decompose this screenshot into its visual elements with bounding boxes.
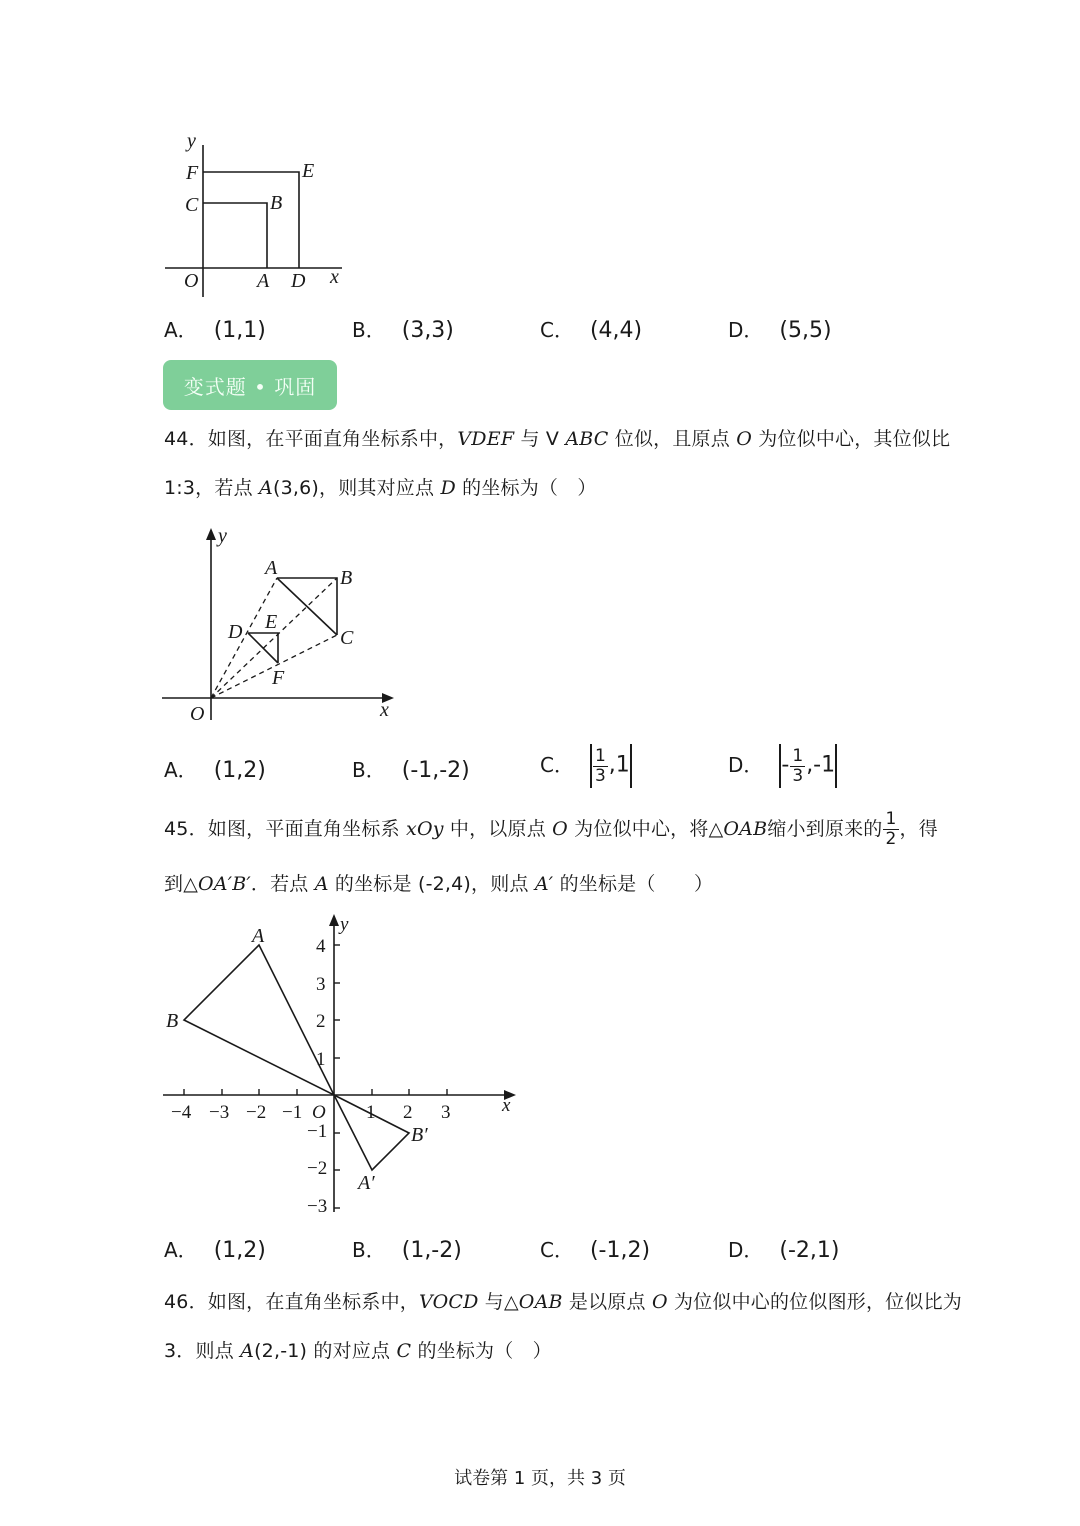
q45-xtick--1: −1 — [282, 1102, 303, 1123]
q46-math: C — [396, 1340, 412, 1362]
q44-label-a: A — [265, 557, 278, 579]
option-value-tail: ,-1 — [806, 752, 836, 778]
page-footer: 试卷第 1 页，共 3 页 — [454, 1468, 626, 1489]
q44-option-d[interactable] — [728, 744, 837, 788]
q43-option-c[interactable] — [540, 314, 642, 343]
option-value: (-1,2) — [589, 1238, 651, 1263]
q43-option-a[interactable] — [164, 314, 266, 343]
q46-text: 与△ — [478, 1291, 519, 1313]
numerator: 1 — [594, 745, 606, 766]
q45-xtick-2: 2 — [403, 1102, 413, 1123]
q45-xtick--3: −3 — [209, 1102, 230, 1123]
q44-line-1 — [164, 424, 950, 451]
q43-label-f: F — [186, 162, 199, 184]
q44-text: 的坐标为（ ） — [455, 477, 597, 499]
q45-ytick-4: 4 — [316, 936, 326, 957]
q45-ytick-2: 2 — [316, 1011, 326, 1032]
q45-text: 的坐标是（ ） — [553, 873, 714, 895]
abs-bar-right — [835, 744, 837, 788]
q45-xtick--2: −2 — [246, 1102, 267, 1123]
q44-option-b[interactable] — [352, 754, 470, 783]
q45-ytick-1: 1 — [316, 1049, 326, 1070]
q46-math: A — [240, 1340, 255, 1362]
option-value: (3,3) — [401, 318, 454, 343]
numerator: 1 — [792, 745, 804, 766]
option-sign: - — [781, 752, 790, 778]
option-value: (1,2) — [213, 1238, 266, 1263]
q45-text: 的坐标是 (-2,4)，则点 — [328, 873, 535, 895]
q46-text: (2,-1) 的对应点 — [254, 1340, 397, 1362]
q45-number: 45． — [164, 818, 208, 840]
q45-ytick--2: −2 — [307, 1158, 328, 1179]
q45-figure — [155, 910, 530, 1220]
option-value: (1,1) — [213, 318, 266, 343]
q43-figure — [150, 125, 360, 305]
q45-text: 如图，平面直角坐标系 — [207, 818, 407, 840]
q45-math: A — [314, 873, 329, 895]
q43-label-y: y — [187, 130, 196, 152]
q46-text: 是以原点 — [562, 1291, 652, 1313]
q44-math: ABC — [565, 428, 609, 450]
option-label: D． — [728, 752, 764, 777]
q46-text: 的坐标为（ ） — [411, 1340, 552, 1362]
q45-math: OAB — [723, 818, 768, 840]
q44-text: 1:3，若点 — [164, 477, 260, 499]
q44-label-x: x — [380, 699, 389, 721]
option-value: (1,-2) — [401, 1238, 462, 1263]
q45-option-c[interactable] — [540, 1234, 650, 1263]
q45-option-a[interactable] — [164, 1234, 266, 1263]
denominator: 2 — [885, 829, 897, 849]
abs-bar-right — [630, 744, 632, 788]
denominator: 3 — [792, 765, 804, 786]
q44-text: 如图，在平面直角坐标系中， — [207, 428, 458, 450]
q45-math: OA′B′ — [198, 873, 251, 895]
q44-figure — [150, 520, 410, 730]
q45-line-1 — [164, 811, 938, 848]
option-label: D． — [728, 318, 764, 342]
q45-ytick--1: −1 — [307, 1121, 328, 1142]
variant-badge: 变式题 • 巩固 — [163, 360, 337, 410]
numerator: 1 — [885, 809, 897, 829]
option-label: A． — [164, 318, 198, 342]
q43-label-c: C — [185, 194, 199, 216]
q44-number: 44． — [164, 428, 208, 450]
q46-line-2 — [164, 1336, 552, 1363]
q46-math: VOCD — [418, 1291, 479, 1313]
q46-text: 如图，在直角坐标系中， — [207, 1291, 419, 1313]
q45-label-y: y — [340, 914, 349, 935]
q45-line-2 — [164, 869, 713, 896]
option-value-tail: ,1 — [608, 752, 630, 778]
option-label: B． — [352, 318, 386, 342]
denominator: 3 — [594, 765, 606, 786]
q44-option-a[interactable] — [164, 754, 266, 783]
abs-bar-left — [590, 744, 592, 788]
fraction — [883, 811, 898, 848]
q43-label-o: O — [184, 270, 199, 292]
option-label: C． — [540, 752, 574, 777]
q44-label-e: E — [265, 611, 278, 633]
option-value: (1,2) — [213, 758, 266, 783]
q45-option-b[interactable] — [352, 1234, 462, 1263]
option-label: C． — [540, 1238, 574, 1262]
q45-xtick-1: 1 — [366, 1102, 376, 1123]
q44-label-b: B — [340, 567, 353, 589]
q45-label-b: B — [166, 1010, 179, 1032]
q45-text: 为位似中心，将△ — [567, 818, 724, 840]
q45-text: ，得 — [899, 818, 938, 840]
q44-math: A — [259, 477, 273, 499]
q44-label-y: y — [218, 525, 227, 547]
option-label: A． — [164, 1238, 198, 1262]
q43-label-x: x — [330, 266, 339, 288]
q43-label-b: B — [270, 192, 283, 214]
q45-label-x: x — [502, 1095, 511, 1116]
q46-line-1 — [164, 1287, 962, 1314]
q44-math: VDEF — [457, 428, 515, 450]
q43-label-d: D — [291, 270, 306, 292]
q45-text: 到△ — [164, 873, 199, 895]
q46-number: 46． — [164, 1291, 208, 1313]
q44-math: D — [440, 477, 456, 499]
option-label: B． — [352, 758, 386, 782]
q45-math: A′ — [534, 873, 554, 895]
q45-text: 缩小到原来的 — [767, 818, 883, 840]
option-value: (5,5) — [779, 318, 832, 343]
q44-text: (3,6)，则其对应点 — [272, 477, 441, 499]
option-label: A． — [164, 758, 198, 782]
q45-text: 中，以原点 — [443, 818, 553, 840]
q44-option-c[interactable] — [540, 744, 632, 788]
q46-text: 为位似中心的位似图形，位似比为 — [667, 1291, 962, 1313]
q45-ytick-3: 3 — [316, 974, 326, 995]
q46-text: 3．则点 — [164, 1340, 241, 1362]
q43-label-a: A — [257, 270, 270, 292]
option-value: (4,4) — [589, 318, 643, 343]
q44-label-o: O — [190, 703, 205, 725]
q45-label-b-prime: B′ — [411, 1124, 428, 1146]
q45-xtick-3: 3 — [441, 1102, 451, 1123]
option-value: (-1,-2) — [401, 758, 470, 783]
q44-text: 为位似中心，其位似比 — [751, 428, 951, 450]
q45-label-a-prime: A′ — [358, 1172, 375, 1194]
q43-label-e: E — [302, 160, 315, 182]
q45-ytick--3: −3 — [307, 1196, 328, 1217]
q43-option-b[interactable] — [352, 314, 454, 343]
fraction — [593, 745, 608, 786]
q44-label-c: C — [340, 627, 354, 649]
q45-math: xOy — [406, 818, 444, 840]
fraction — [790, 745, 805, 786]
q45-text: ．若点 — [250, 873, 315, 895]
q45-xtick--4: −4 — [171, 1102, 192, 1123]
option-label: C． — [540, 318, 574, 342]
q44-label-f: F — [272, 667, 285, 689]
q45-label-o: O — [312, 1102, 326, 1123]
q45-label-a: A — [252, 925, 265, 947]
q44-math: O — [736, 428, 752, 450]
option-label: B． — [352, 1238, 386, 1262]
q46-math: O — [651, 1291, 668, 1313]
q45-option-d[interactable] — [728, 1234, 840, 1263]
q45-math: O — [552, 818, 568, 840]
option-label: D． — [728, 1238, 764, 1262]
q44-line-2 — [164, 473, 597, 500]
q44-text: 位似，且原点 — [608, 428, 737, 450]
q44-label-d: D — [228, 621, 243, 643]
q44-text: 与 V — [514, 428, 566, 450]
option-value: (-2,1) — [779, 1238, 840, 1263]
q43-option-d[interactable] — [728, 314, 832, 343]
q46-math: OAB — [518, 1291, 563, 1313]
